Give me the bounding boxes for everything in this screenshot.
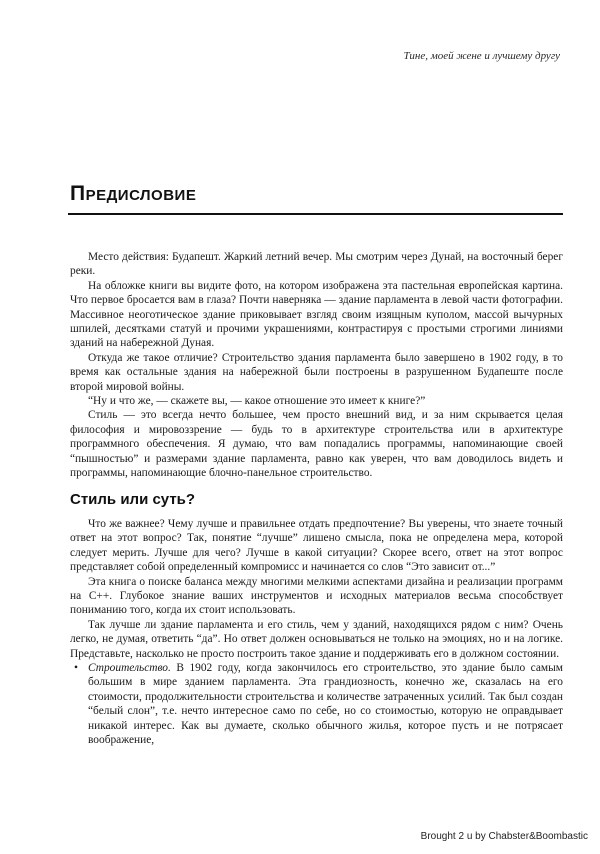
paragraph: Так лучше ли здание парламента и его стиль, чем у зданий, находящихся рядом с ним? Очень легко, не думая, ответить “да”. Но ответ должен основываться не только на эмоциях, но и на логике. Представьте, насколько не просто построить такое здание и поддерживать его в должном состоянии. [70, 618, 563, 660]
footer-credit: Brought 2 u by Chabster&Boombastic [420, 831, 588, 842]
paragraph: Эта книга о поиске баланса между многими мелкими аспектами дизайна и реализации программ на С++. Глубокое знание ваших инструментов и исходных материалов весьма способствует пониманию того, когда их стоит использовать. [70, 575, 563, 617]
paragraph: На обложке книги вы видите фото, на котором изображена эта пастельная европейская картина. Что первое бросается вам в глаза? Почти наверняка — здание парламента в левой части фотографии. Массивное неоготическое здание приковывает взгляд своим изящным куполом, массой вычурных шпилей, десятками статуй и прочими украшениями, контрастируя с простыми строгими линиями зданий на набережной Дуная. [70, 279, 563, 350]
paragraph: “Ну и что же, — скажете вы, — какое отношение это имеет к книге?” [88, 395, 426, 408]
paragraph: Место действия: Будапешт. Жаркий летний вечер. Мы смотрим через Дунай, на восточный берег реки. [70, 251, 563, 278]
section-heading: Стиль или суть? [70, 490, 196, 508]
bullet-term: Строительство. [88, 661, 177, 674]
paragraph: Стиль — это всегда нечто большее, чем просто внешний вид, и за ним скрывается целая философия и мировоззрение — будь то в архитектуре строительства или в архитектуре программного обеспечения. Я думаю, что вам попадались программы, напоминающие своей “пышностью” и размерами здание парламента, равно как уверен, что вам доводилось видеть и программы, напоминающие блочно-панельное строительство. [70, 409, 563, 480]
chapter-body [70, 250, 563, 747]
bullet-text: В 1902 году, когда закончилось его строительство, это здание было самым большим в мире зданием парламента. Эта грандиозность, конечно же, сказалась на его стоимости, продолжительности строительства и количестве затраченных усилий. Так был создан “белый слон”, т.е. нечто интересное само по себе, но со стоимостью, которую не оправдывает никакой интерес. Как вы думаете, сколько обычного жилья, которое пусть и не потрясает воображение, [88, 661, 563, 746]
chapter-title: Предисловие [70, 182, 197, 205]
chapter-title-rule [68, 213, 563, 215]
dedication: Тине, моей жене и лучшему другу [403, 50, 560, 62]
paragraph: Откуда же такое отличие? Строительство здания парламента было завершено в 1902 году, в то время как остальные здания на набережной были построены в разрушенном Будапеште после второй мировой войны. [70, 351, 563, 393]
bullet-item [70, 661, 563, 747]
bullet-icon: • [74, 661, 78, 674]
paragraph: Что же важнее? Чему лучше и правильнее отдать предпочтение? Вы уверены, что знаете точный ответ на этот вопрос? Так, понятие “лучше” лишено смысла, пока не определена мера, которой следует мерить. Лучше для чего? Лучше в какой ситуации? Скорее всего, ответ на этот вопрос представляет собой определенный компромисс и начинается со слов “Это зависит от...” [70, 517, 563, 574]
